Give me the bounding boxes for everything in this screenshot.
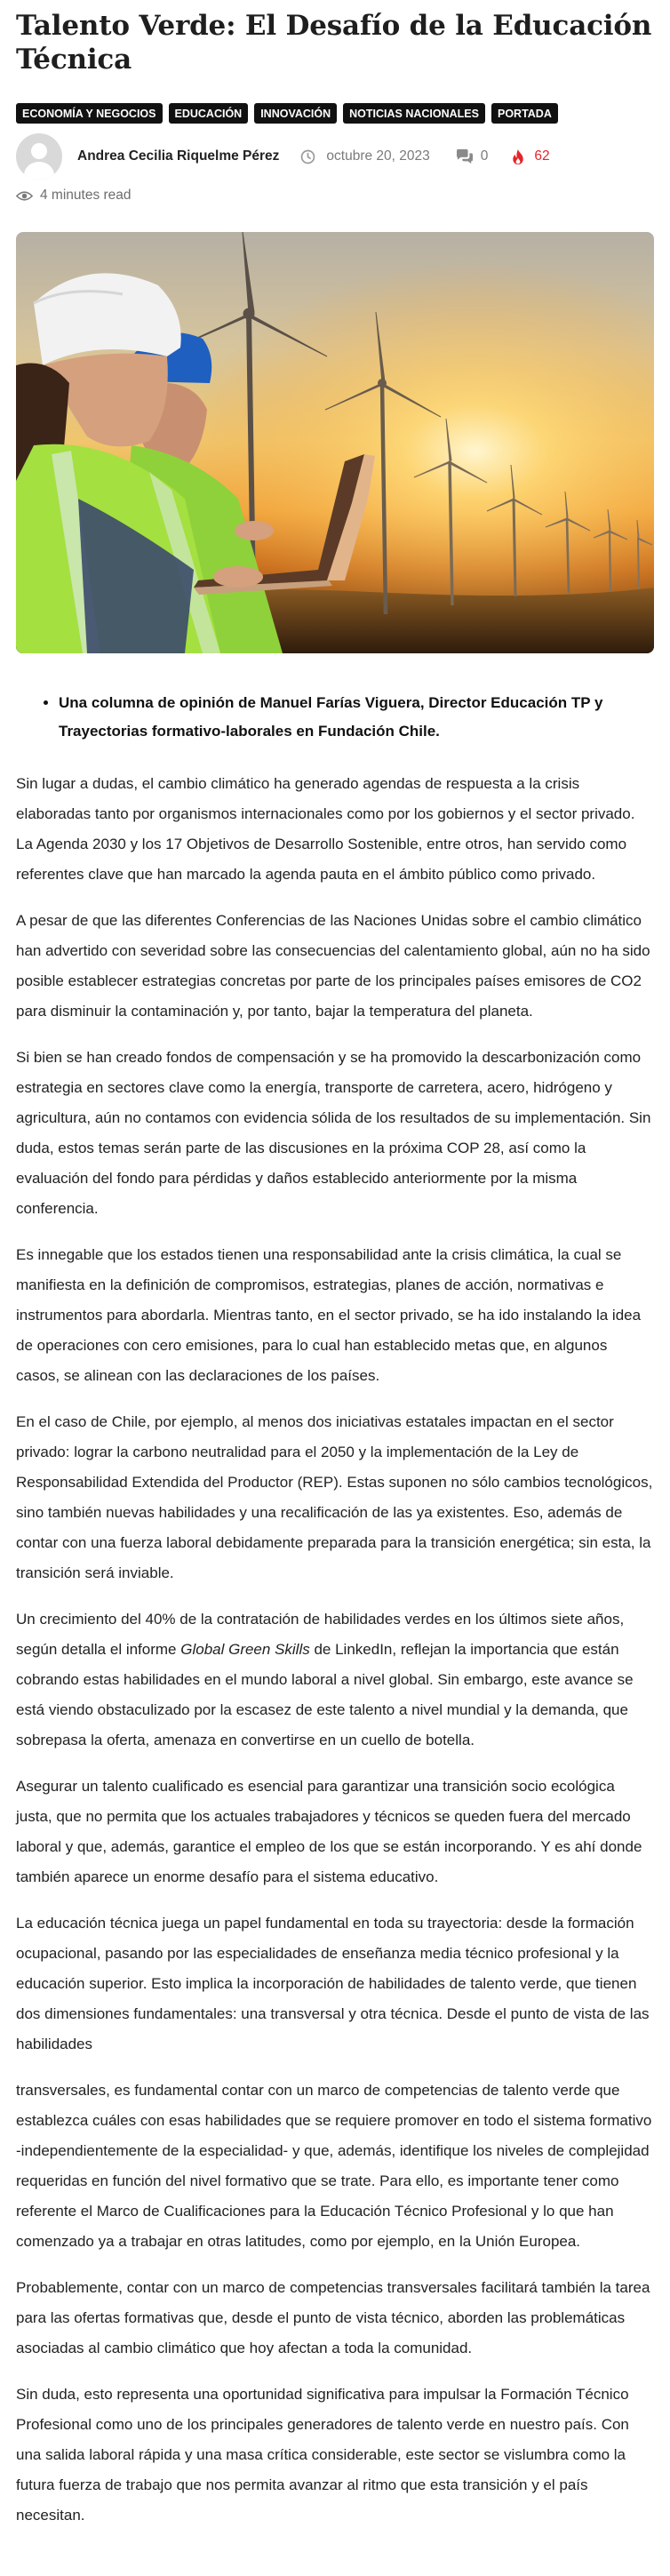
- paragraph: La educación técnica juega un papel fundamental en toda su trayectoria: desde la formación ocupacional, pasando por las especialidades de enseñanza media técnico profesional y la educación superior. Esto implica la incorporación de habilidades de talento verde, que tienen dos dimensiones fundamentales: una transversal y otra técnica. Desde el punto de vista de las habilidades: [16, 1915, 650, 2052]
- paragraph: [16, 1604, 654, 1756]
- article-meta: [16, 132, 654, 180]
- paragraph: Probablemente, contar con un marco de competencias transversales facilitará también la tarea para las ofertas formativas que, desde el punto de vista técnico, aborden las problemáticas asociadas al cambio climático que hoy afectan a toda la comunidad.: [16, 2279, 650, 2356]
- paragraph: En el caso de Chile, por ejemplo, al menos dos iniciativas estatales impactan en el sector privado: lograr la carbono neutralidad para el 2050 y la implementación de la Ley de Responsabilidad Extendida del Productor (REP). Estas suponen no sólo cambios tecnológicos, sino también nuevas habilidades y una recalificación de las ya existentes. Eso, además de contar con una fuerza laboral debidamente preparada para la transición energética; sin esta, la transición será inviable.: [16, 1413, 653, 1581]
- category-tag-educacion[interactable]: EDUCACIÓN: [169, 103, 249, 124]
- views-count: 62: [534, 148, 550, 164]
- fire-icon: [511, 148, 525, 165]
- comments-count: 0: [480, 148, 489, 164]
- report-title-emphasis: Global Green Skills: [180, 1641, 310, 1658]
- article-body: [16, 769, 654, 2531]
- author-credit-bullet: • Una columna de opinión de Manuel Farías Viguera, Director Educación TP y Trayectorias formativo-laborales en Fundación Chile.: [59, 689, 654, 746]
- category-tags: [16, 103, 654, 124]
- category-tag-noticias-nacionales[interactable]: NOTICIAS NACIONALES: [343, 103, 485, 124]
- paragraph: Asegurar un talento cualificado es esencial para garantizar una transición socio ecológica justa, que no permita que los actuales trabajadores y técnicos se queden fuera del mercado laboral y que, además, garantice el empleo de los que se están incorporando. Y es ahí donde también aparece un enorme desafío para el sistema educativo.: [16, 1778, 642, 1885]
- paragraph-text: de LinkedIn, reflejan la importancia que están cobrando estas habilidades en el mundo laboral a nivel global. Sin embargo, este avance se está viendo obstaculizado por la escasez de este talento a nivel mundial y la demanda, que sobrepasa la oferta, amenaza en convertirse en un cuello de botella.: [16, 1641, 634, 1748]
- publish-date: [300, 148, 429, 164]
- views-counter: [511, 148, 549, 165]
- hero-illustration: [16, 232, 654, 653]
- author-name-link[interactable]: Andrea Cecilia Riquelme Pérez: [77, 148, 280, 164]
- publish-date-text: octubre 20, 2023: [326, 148, 430, 164]
- paragraph-text: Un crecimiento del 40% de la contratación de habilidades verdes en los últimos siete años, según detalla el informe: [16, 1611, 625, 1658]
- read-time-text: 4 minutes read: [40, 188, 132, 203]
- article-title: Talento Verde: El Desafío de la Educación Técnica: [16, 10, 652, 76]
- eye-icon: [16, 190, 33, 202]
- intro-bullet-list: [16, 689, 654, 746]
- paragraph: A pesar de que las diferentes Conferencias de las Naciones Unidas sobre el cambio climático han advertido con severidad sobre las consecuencias del calentamiento global, aún no ha sido posible establecer estrategias concretas por parte de los principales países emisores de CO2 para disminuir la contaminación y, por tanto, bajar la temperatura del planeta.: [16, 912, 650, 1020]
- paragraph: Es innegable que los estados tienen una responsabilidad ante la crisis climática, la cual se manifiesta en la definición de compromisos, estrategias, planes de acción, normativas e instrumentos para abordarla. Mientras tanto, en el sector privado, se ha ido instalando la idea de operaciones con cero emisiones, para lo cual han establecido metas que, en algunos casos, se alinean con las declaraciones de los países.: [16, 1246, 642, 1384]
- category-tag-economia[interactable]: ECONOMÍA Y NEGOCIOS: [16, 103, 163, 124]
- paragraph: Sin duda, esto representa una oportunidad significativa para impulsar la Formación Técnico Profesional como uno de los principales generadores de talento verde en nuestro país. Con una salida laboral rápida y una masa crítica considerable, este sector se vislumbra como la futura fuerza de trabajo que nos permita avanzar al ritmo que esta transición y el país necesitan.: [16, 2386, 629, 2524]
- comments-icon: [455, 148, 475, 164]
- clock-icon: [300, 149, 315, 164]
- hero-image: [16, 232, 654, 653]
- paragraph: Sin lugar a dudas, el cambio climático ha generado agendas de respuesta a la crisis elaboradas tanto por organismos internacionales como por los gobiernos y el sector privado. La Agenda 2030 y los 17 Objetivos de Desarrollo Sostenible, entre otros, han servido como referentes clave que han marcado la agenda pauta en el ámbito público como privado.: [16, 775, 635, 883]
- category-tag-innovacion[interactable]: INNOVACIÓN: [254, 103, 337, 124]
- read-time: [16, 188, 654, 204]
- avatar-body-shape: [24, 162, 54, 180]
- paragraph: Si bien se han creado fondos de compensación y se ha promovido la descarbonización como estrategia en sectores clave como la energía, transporte de carretera, acero, hidrógeno y agricultura, aún no contamos con evidencia sólida de los resultados de su implementación. Sin duda, estos temas serán parte de las discusiones en la próxima COP 28, así como la evaluación del fondo para pérdidas y daños establecido anteriormente por la misma conferencia.: [16, 1049, 651, 1217]
- avatar-head-shape: [31, 143, 47, 159]
- comments-link[interactable]: [455, 148, 489, 164]
- category-tag-portada[interactable]: PORTADA: [491, 103, 558, 124]
- paragraph: transversales, es fundamental contar con un marco de competencias de talento verde que establezca cuáles con esas habilidades que se requiere promover en todo el sistema formativo -independientemente de la especialidad- y que, además, identifique los niveles de complejidad requeridas en función del nivel formativo que se trate. Para ello, es importante tener como referente el Marco de Cualificaciones para la Educación Técnico Profesional y lo que han comenzado ya a trabajar en otras latitudes, como por ejemplo, en la Unión Europea.: [16, 2082, 652, 2250]
- author-avatar[interactable]: [16, 133, 62, 180]
